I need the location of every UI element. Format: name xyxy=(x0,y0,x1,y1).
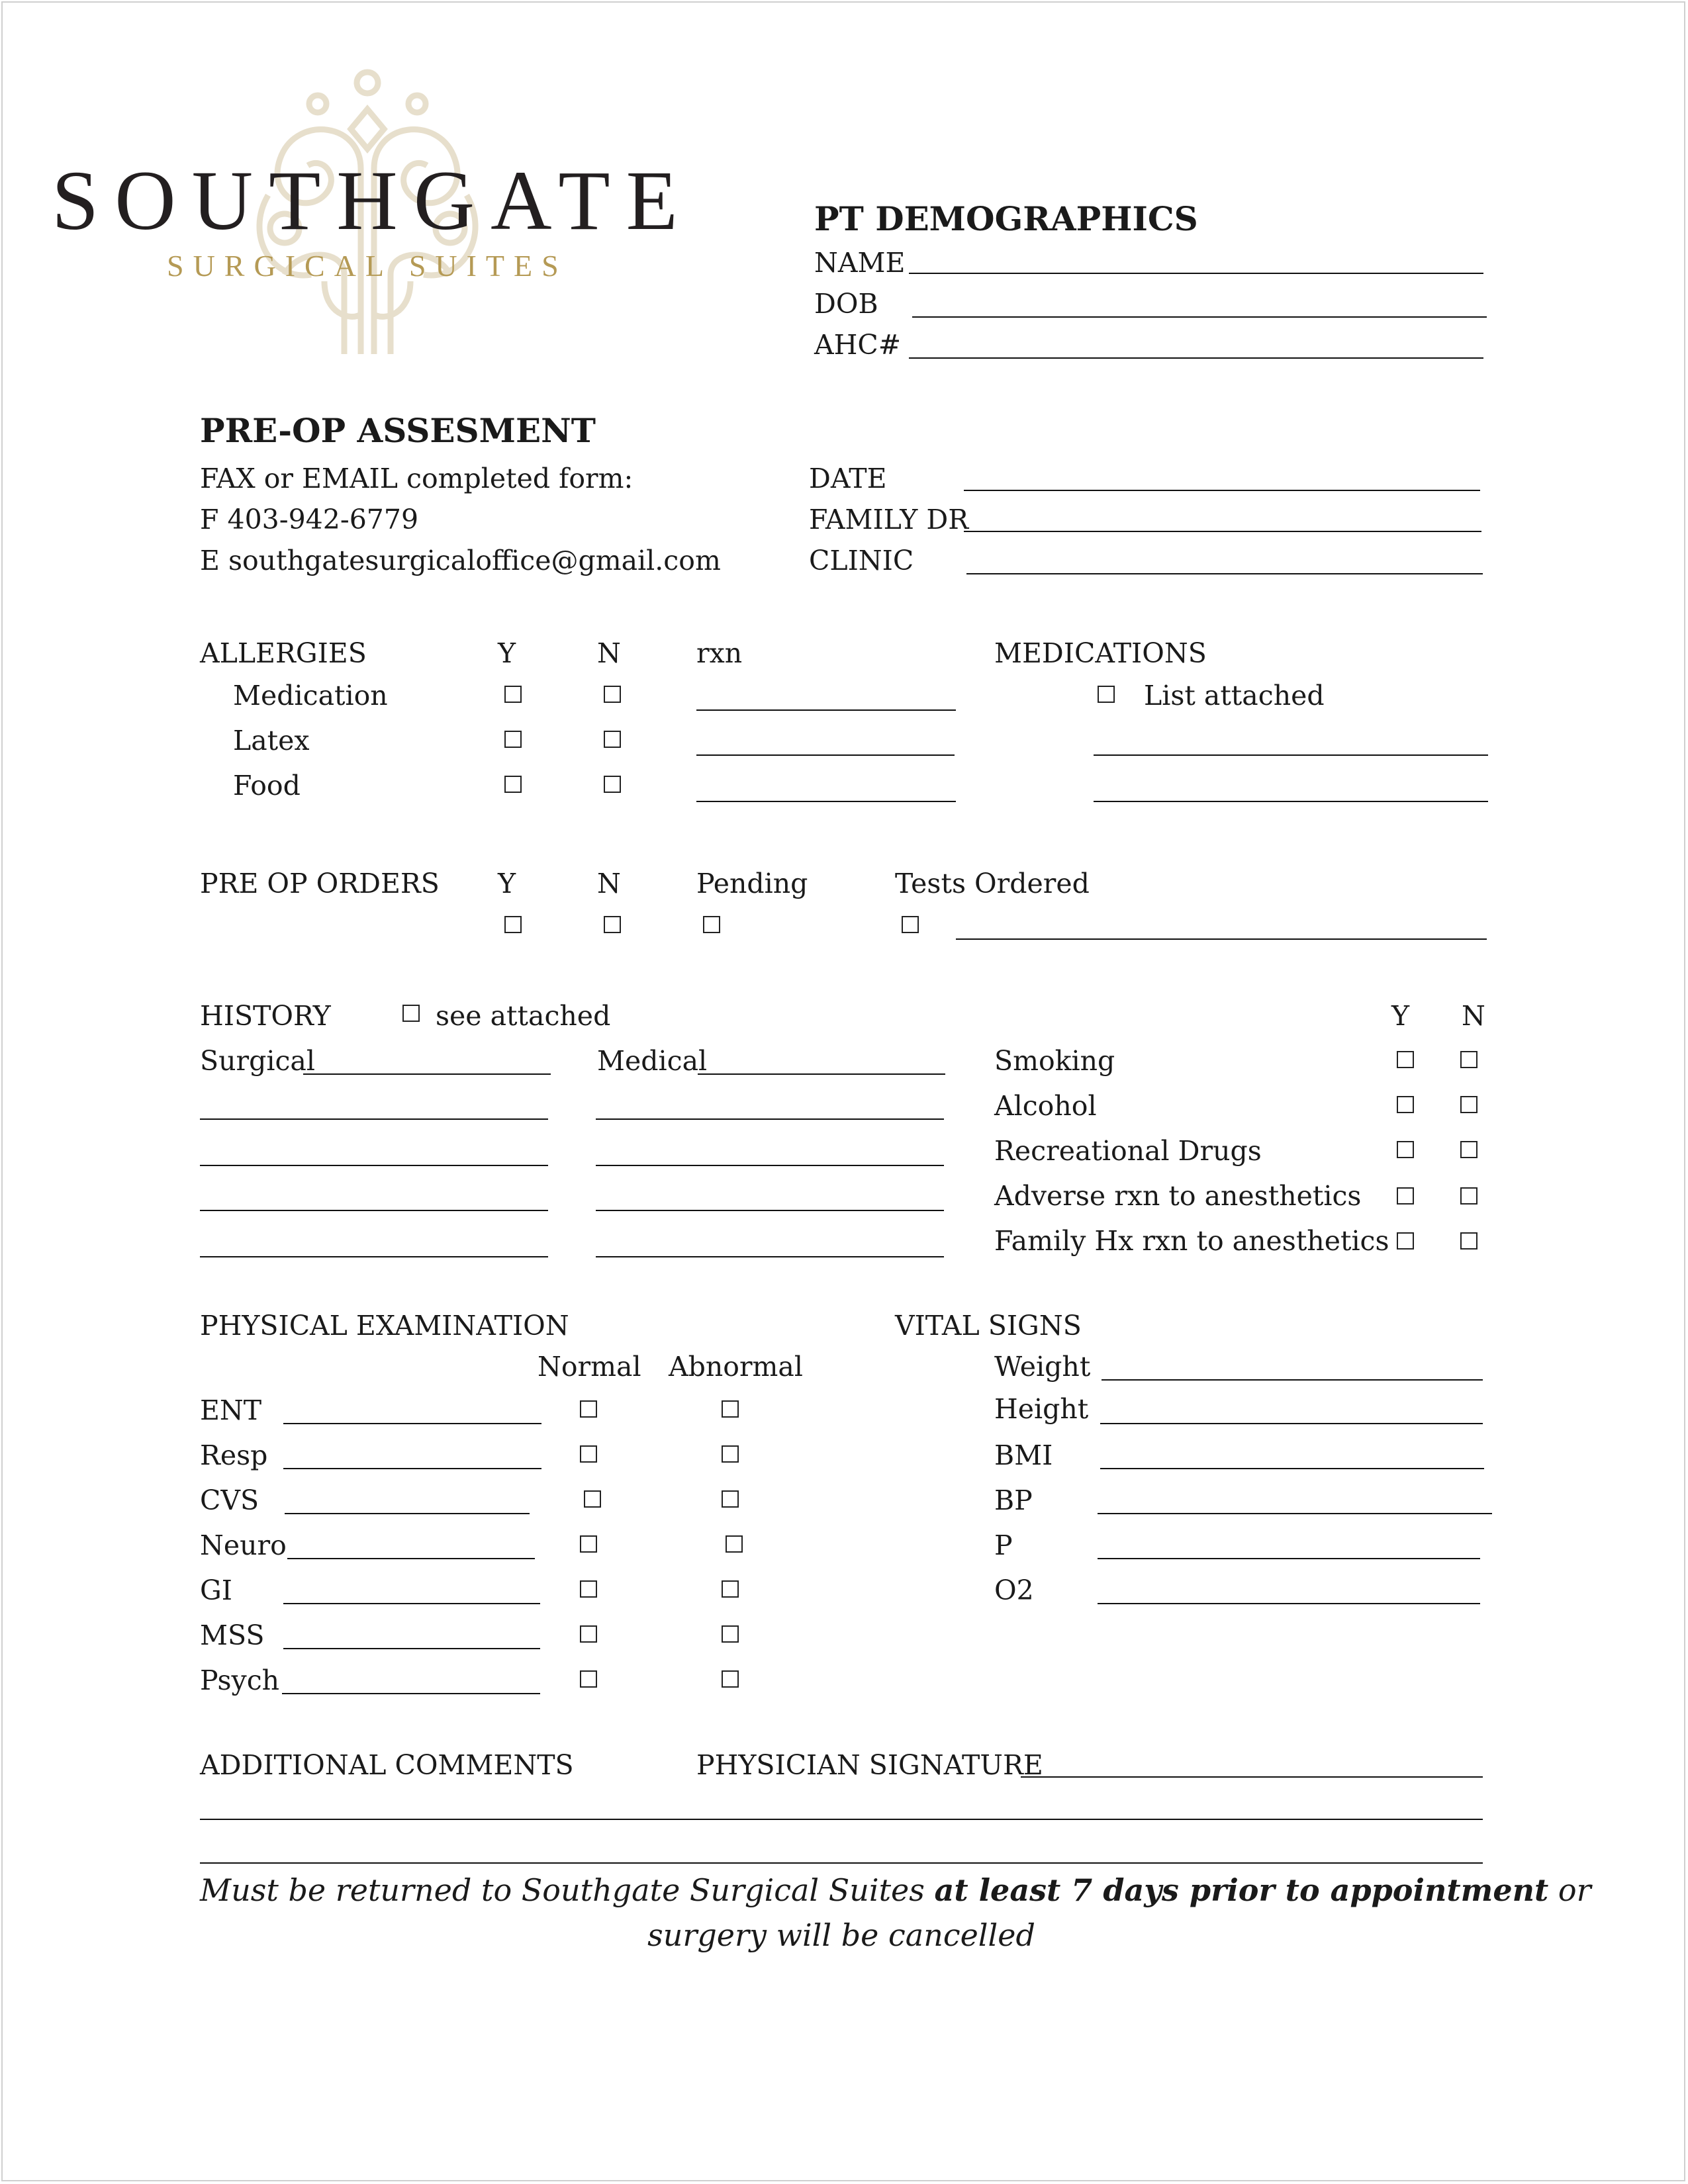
vital-p-field[interactable] xyxy=(1098,1558,1480,1559)
allergies-col-y: Y xyxy=(498,637,516,669)
medical-field-4[interactable] xyxy=(596,1210,944,1211)
medications-heading: MEDICATIONS xyxy=(994,637,1207,669)
smoking-no-checkbox[interactable] xyxy=(1460,1051,1477,1068)
exam-mss-abnormal-checkbox[interactable] xyxy=(722,1625,739,1643)
additional-comments-label: ADDITIONAL COMMENTS xyxy=(200,1749,574,1781)
physical-exam-heading: PHYSICAL EXAMINATION xyxy=(200,1310,569,1342)
return-notice-line2: surgery will be cancelled xyxy=(647,1917,1035,1953)
vital-bmi-label: BMI xyxy=(994,1439,1053,1471)
exam-psych-label: Psych xyxy=(200,1664,280,1696)
exam-gi-label: GI xyxy=(200,1574,232,1606)
exam-psych-normal-checkbox[interactable] xyxy=(580,1670,597,1688)
vital-weight-label: Weight xyxy=(994,1351,1091,1383)
exam-cvs-abnormal-checkbox[interactable] xyxy=(722,1490,739,1508)
vital-weight-field[interactable] xyxy=(1102,1379,1483,1381)
smoking-yes-checkbox[interactable] xyxy=(1397,1051,1414,1068)
demographics-heading: PT DEMOGRAPHICS xyxy=(814,199,1198,238)
exam-neuro-normal-checkbox[interactable] xyxy=(580,1535,597,1553)
fax-email-label: FAX or EMAIL completed form: xyxy=(200,463,633,494)
vital-o2-field[interactable] xyxy=(1098,1603,1480,1604)
exam-cvs-normal-checkbox[interactable] xyxy=(584,1490,601,1508)
allergy-medication-label: Medication xyxy=(233,680,388,711)
physical-col-normal: Normal xyxy=(538,1351,641,1383)
allergy-medication-yes-checkbox[interactable] xyxy=(504,686,522,703)
physical-col-abnormal: Abnormal xyxy=(669,1351,803,1383)
physician-signature-field[interactable] xyxy=(1021,1776,1483,1778)
preop-col-n: N xyxy=(597,868,621,899)
history-recreational-drugs-label: Recreational Drugs xyxy=(994,1135,1262,1167)
clinic-field[interactable] xyxy=(966,573,1483,574)
vital-o2-label: O2 xyxy=(994,1574,1034,1606)
history-family-hx-label: Family Hx rxn to anesthetics xyxy=(994,1225,1389,1257)
history-alcohol-label: Alcohol xyxy=(994,1090,1097,1122)
history-col-n: N xyxy=(1462,1000,1485,1032)
preop-tests-ordered-checkbox[interactable] xyxy=(902,916,919,933)
exam-cvs-field[interactable] xyxy=(285,1513,530,1514)
exam-ent-label: ENT xyxy=(200,1394,262,1426)
exam-resp-normal-checkbox[interactable] xyxy=(580,1445,597,1463)
surgical-field-4[interactable] xyxy=(200,1210,548,1211)
medications-list-attached-checkbox[interactable] xyxy=(1098,686,1115,703)
dob-field[interactable] xyxy=(912,316,1487,318)
vital-bp-label: BP xyxy=(994,1484,1033,1516)
preop-orders-heading: PRE OP ORDERS xyxy=(200,868,440,899)
allergy-food-label: Food xyxy=(233,770,301,801)
allergy-medication-no-checkbox[interactable] xyxy=(604,686,621,703)
return-notice-part2: or xyxy=(1548,1872,1591,1908)
surgical-field-5[interactable] xyxy=(200,1256,548,1257)
medical-field-5[interactable] xyxy=(596,1256,944,1257)
medical-field-1[interactable] xyxy=(698,1073,945,1075)
allergy-medication-rxn-field[interactable] xyxy=(696,709,956,711)
exam-resp-label: Resp xyxy=(200,1439,268,1471)
alcohol-no-checkbox[interactable] xyxy=(1460,1096,1477,1113)
exam-gi-field[interactable] xyxy=(283,1603,540,1604)
adverse-rxn-no-checkbox[interactable] xyxy=(1460,1187,1477,1205)
exam-mss-label: MSS xyxy=(200,1619,265,1651)
return-notice-emphasis: at least 7 days prior to appointment xyxy=(934,1872,1549,1908)
ahc-field[interactable] xyxy=(909,357,1483,359)
exam-ent-field[interactable] xyxy=(283,1423,541,1424)
medications-field-1[interactable] xyxy=(1094,754,1488,756)
allergy-latex-yes-checkbox[interactable] xyxy=(504,731,522,748)
fax-number: F 403-942-6779 xyxy=(200,504,419,535)
history-heading: HISTORY xyxy=(200,1000,331,1032)
dob-label: DOB xyxy=(814,288,878,320)
surgical-field-2[interactable] xyxy=(200,1118,548,1120)
history-see-attached-label: see attached xyxy=(436,1000,611,1032)
exam-ent-abnormal-checkbox[interactable] xyxy=(722,1400,739,1418)
comments-line-1[interactable] xyxy=(200,1819,1483,1820)
exam-resp-field[interactable] xyxy=(283,1468,541,1469)
preop-col-y: Y xyxy=(498,868,516,899)
exam-mss-field[interactable] xyxy=(283,1648,540,1649)
surgical-field-1[interactable] xyxy=(303,1073,551,1075)
exam-gi-abnormal-checkbox[interactable] xyxy=(722,1580,739,1598)
email-address: E southgatesurgicaloffice@gmail.com xyxy=(200,545,721,576)
preop-col-pending: Pending xyxy=(696,868,808,899)
allergy-latex-rxn-field[interactable] xyxy=(696,754,955,756)
comments-line-2[interactable] xyxy=(200,1862,1483,1864)
allergy-latex-label: Latex xyxy=(233,725,310,756)
preop-col-tests-ordered: Tests Ordered xyxy=(895,868,1090,899)
family-dr-label: FAMILY DR xyxy=(809,504,969,535)
history-col-y: Y xyxy=(1391,1000,1410,1032)
adverse-rxn-yes-checkbox[interactable] xyxy=(1397,1187,1414,1205)
recreational-drugs-no-checkbox[interactable] xyxy=(1460,1141,1477,1158)
brand-title: SOUTHGATE xyxy=(52,154,694,248)
date-label: DATE xyxy=(809,463,887,494)
tests-ordered-field[interactable] xyxy=(956,938,1487,940)
alcohol-yes-checkbox[interactable] xyxy=(1397,1096,1414,1113)
preop-no-checkbox[interactable] xyxy=(604,916,621,933)
return-notice xyxy=(200,1868,1591,1958)
ahc-label: AHC# xyxy=(814,329,902,361)
medical-field-2[interactable] xyxy=(596,1118,944,1120)
exam-psych-abnormal-checkbox[interactable] xyxy=(722,1670,739,1688)
vital-bp-field[interactable] xyxy=(1098,1513,1492,1514)
history-see-attached-checkbox[interactable] xyxy=(402,1005,420,1022)
medications-field-2[interactable] xyxy=(1094,801,1488,802)
medical-field-3[interactable] xyxy=(596,1165,944,1166)
exam-neuro-field[interactable] xyxy=(287,1558,535,1559)
exam-psych-field[interactable] xyxy=(282,1693,540,1694)
history-smoking-label: Smoking xyxy=(994,1045,1115,1077)
surgical-field-3[interactable] xyxy=(200,1165,548,1166)
allergy-food-yes-checkbox[interactable] xyxy=(504,776,522,793)
allergies-col-n: N xyxy=(597,637,621,669)
vital-height-label: Height xyxy=(994,1393,1089,1425)
exam-gi-normal-checkbox[interactable] xyxy=(580,1580,597,1598)
exam-ent-normal-checkbox[interactable] xyxy=(580,1400,597,1418)
surgical-label: Surgical xyxy=(200,1045,315,1077)
return-notice-part1: Must be returned to Southgate Surgical Suites xyxy=(200,1872,935,1908)
allergy-food-no-checkbox[interactable] xyxy=(604,776,621,793)
vital-height-field[interactable] xyxy=(1100,1423,1483,1424)
name-field[interactable] xyxy=(909,273,1483,274)
assessment-heading: PRE-OP ASSESMENT xyxy=(200,411,596,450)
allergy-latex-no-checkbox[interactable] xyxy=(604,731,621,748)
history-adverse-rxn-label: Adverse rxn to anesthetics xyxy=(994,1180,1362,1212)
family-dr-field[interactable] xyxy=(964,531,1481,532)
medical-label: Medical xyxy=(597,1045,708,1077)
preop-pending-checkbox[interactable] xyxy=(703,916,720,933)
allergy-food-rxn-field[interactable] xyxy=(696,801,956,802)
name-label: NAME xyxy=(814,247,906,279)
medications-list-attached-label: List attached xyxy=(1144,680,1325,711)
exam-mss-normal-checkbox[interactable] xyxy=(580,1625,597,1643)
allergies-col-rxn: rxn xyxy=(696,637,743,669)
clinic-label: CLINIC xyxy=(809,545,914,576)
vital-signs-heading: VITAL SIGNS xyxy=(895,1310,1082,1342)
allergies-heading: ALLERGIES xyxy=(200,637,367,669)
family-hx-no-checkbox[interactable] xyxy=(1460,1232,1477,1250)
preop-yes-checkbox[interactable] xyxy=(504,916,522,933)
exam-resp-abnormal-checkbox[interactable] xyxy=(722,1445,739,1463)
vital-bmi-field[interactable] xyxy=(1100,1468,1484,1469)
family-hx-yes-checkbox[interactable] xyxy=(1397,1232,1414,1250)
vital-p-label: P xyxy=(994,1529,1013,1561)
exam-cvs-label: CVS xyxy=(200,1484,259,1516)
date-field[interactable] xyxy=(964,490,1480,491)
exam-neuro-label: Neuro xyxy=(200,1529,287,1561)
recreational-drugs-yes-checkbox[interactable] xyxy=(1397,1141,1414,1158)
physician-signature-label: PHYSICIAN SIGNATURE xyxy=(696,1749,1043,1781)
exam-neuro-abnormal-checkbox[interactable] xyxy=(726,1535,743,1553)
brand-subtitle: SURGICAL SUITES xyxy=(167,249,568,283)
